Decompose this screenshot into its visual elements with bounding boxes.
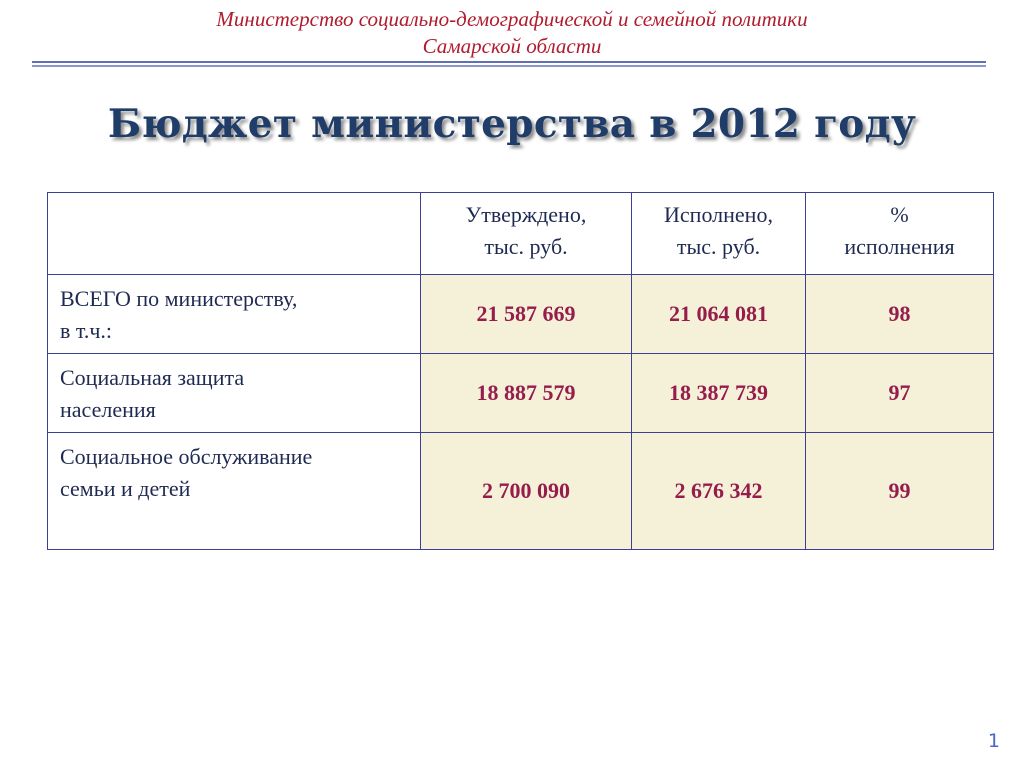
table-header-row bbox=[48, 193, 994, 275]
approved-value: 21 587 669 bbox=[421, 275, 632, 354]
table-row bbox=[48, 354, 994, 433]
percent-value: 98 bbox=[806, 275, 994, 354]
page-number: 1 bbox=[987, 730, 1000, 752]
column-header-executed bbox=[632, 193, 806, 275]
ministry-header bbox=[0, 6, 1024, 60]
slide-title: Бюджет министерства в 2012 году bbox=[107, 101, 917, 147]
row-label bbox=[48, 275, 421, 354]
executed-value: 21 064 081 bbox=[632, 275, 806, 354]
row-label-line: Социальное обслуживание bbox=[60, 444, 313, 469]
ministry-header-line1: Министерство социально-демографической и семейной политики bbox=[216, 7, 808, 31]
approved-value: 18 887 579 bbox=[421, 354, 632, 433]
row-label bbox=[48, 433, 421, 550]
budget-table bbox=[47, 192, 994, 550]
percent-value: 97 bbox=[806, 354, 994, 433]
row-label-line: в т.ч.: bbox=[60, 318, 113, 343]
column-header-line: тыс. руб. bbox=[484, 234, 568, 259]
table-row bbox=[48, 275, 994, 354]
executed-value: 18 387 739 bbox=[632, 354, 806, 433]
header-empty-cell bbox=[48, 193, 421, 275]
row-label-line: ВСЕГО по министерству, bbox=[60, 286, 298, 311]
row-label-line: Социальная защита bbox=[60, 365, 245, 390]
approved-value: 2 700 090 bbox=[421, 433, 632, 550]
row-label bbox=[48, 354, 421, 433]
executed-value: 2 676 342 bbox=[632, 433, 806, 550]
percent-value: 99 bbox=[806, 433, 994, 550]
table-row bbox=[48, 433, 994, 550]
column-header-approved bbox=[421, 193, 632, 275]
row-label-line: семьи и детей bbox=[60, 476, 191, 501]
column-header-line: исполнения bbox=[844, 234, 955, 259]
header-divider bbox=[32, 61, 986, 63]
header-divider-secondary bbox=[32, 65, 986, 67]
column-header-percent bbox=[806, 193, 994, 275]
ministry-header-line2: Самарской области bbox=[422, 34, 602, 58]
column-header-line: Исполнено, bbox=[664, 202, 773, 227]
column-header-line: % bbox=[890, 202, 909, 227]
row-label-line: населения bbox=[60, 397, 156, 422]
column-header-line: тыс. руб. bbox=[676, 234, 761, 259]
column-header-line: Утверждено, bbox=[465, 202, 587, 227]
